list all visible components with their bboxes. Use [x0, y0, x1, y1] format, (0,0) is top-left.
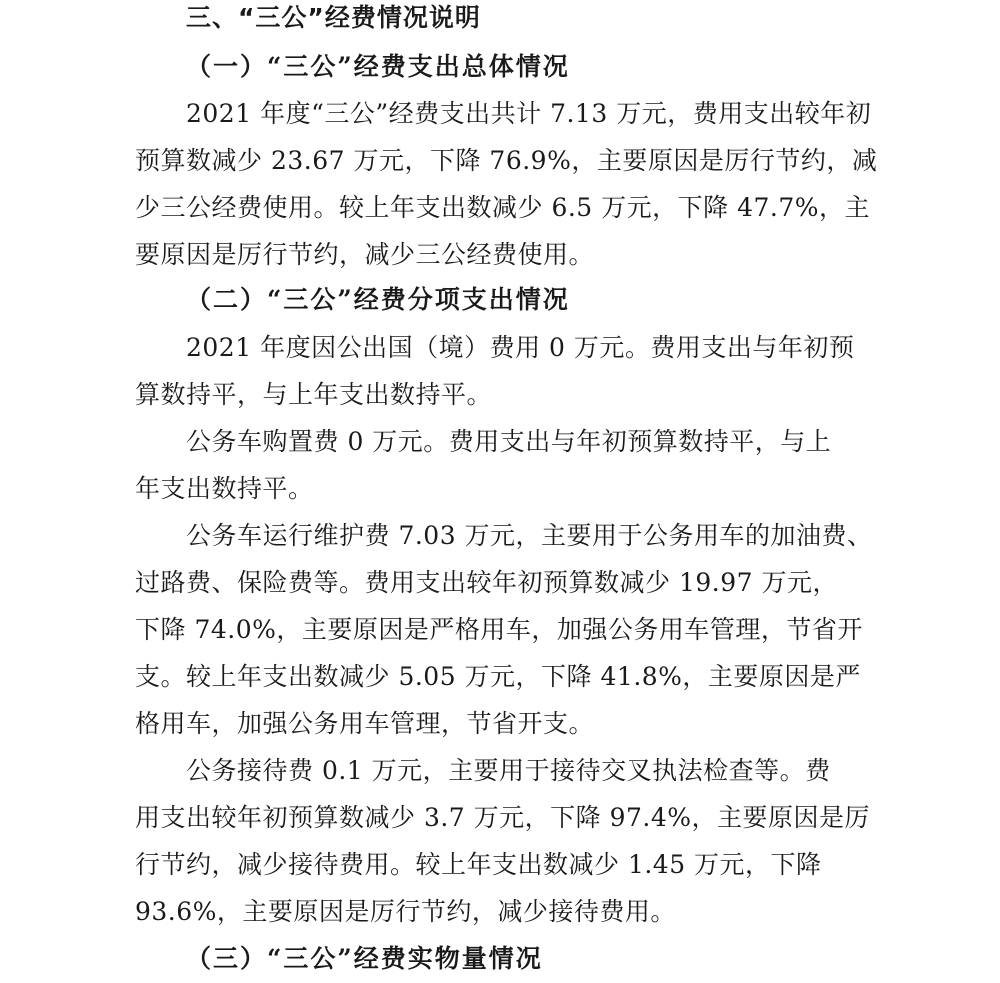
paragraph-line: 支。较上年支出数减少 5.05 万元，下降 41.8%，主要原因是严 — [135, 662, 861, 691]
paragraph-line: 93.6%，主要原因是厉行节约，减少接待费用。 — [135, 897, 676, 926]
paragraph-line: 要原因是厉行节约，减少三公经费使用。 — [135, 240, 595, 269]
paragraph-line: 预算数减少 23.67 万元，下降 76.9%，主要原因是厉行节约，减 — [135, 146, 878, 175]
paragraph-line: 年支出数持平。 — [135, 474, 314, 503]
section-heading: 三、“三公”经费情况说明 — [186, 3, 481, 32]
paragraph-line: 少三公经费使用。较上年支出数减少 6.5 万元，下降 47.7%，主 — [135, 193, 871, 222]
paragraph-line: 公务接待费 0.1 万元，主要用于接待交叉执法检查等。费 — [186, 756, 831, 785]
subsection-heading-physical-quantity: （三）“三公”经费实物量情况 — [186, 944, 543, 973]
paragraph-line: 格用车，加强公务用车管理，节省开支。 — [135, 709, 595, 738]
paragraph-line: 用支出较年初预算数减少 3.7 万元，下降 97.4%，主要原因是厉 — [135, 803, 871, 832]
paragraph-line: 下降 74.0%，主要原因是严格用车，加强公务用车管理，节省开 — [135, 615, 863, 644]
paragraph-line: 公务车购置费 0 万元。费用支出与年初预算数持平，与上 — [186, 427, 832, 456]
subsection-heading-overall: （一）“三公”经费支出总体情况 — [186, 52, 570, 81]
paragraph-line: 算数持平，与上年支出数持平。 — [135, 380, 493, 409]
subsection-heading-itemized: （二）“三公”经费分项支出情况 — [186, 285, 570, 314]
paragraph-line: 2021 年度因公出国（境）费用 0 万元。费用支出与年初预 — [186, 333, 855, 362]
paragraph-line: 行节约，减少接待费用。较上年支出数减少 1.45 万元，下降 — [135, 850, 822, 879]
paragraph-line: 公务车运行维护费 7.03 万元，主要用于公务用车的加油费、 — [186, 521, 873, 550]
paragraph-line: 2021 年度“三公”经费支出共计 7.13 万元，费用支出较年初 — [186, 99, 872, 128]
paragraph-line: 过路费、保险费等。费用支出较年初预算数减少 19.97 万元， — [135, 568, 838, 597]
